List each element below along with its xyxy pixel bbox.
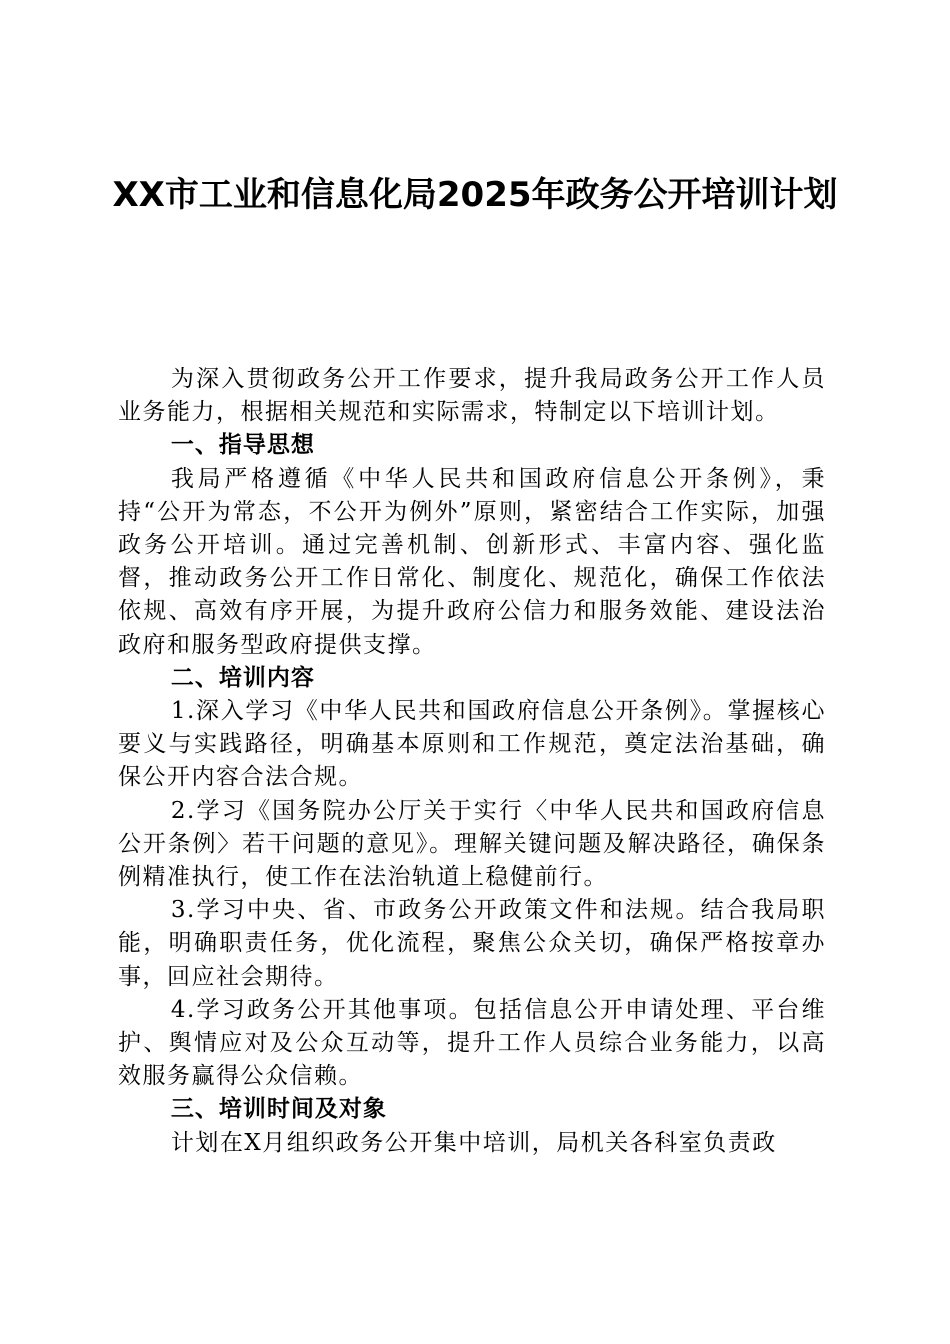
document-body [118, 363, 826, 1160]
section-paragraph: 计划在X月组织政务公开集中培训，局机关各科室负责政 [170, 1129, 777, 1156]
intro-paragraph: 为深入贯彻政务公开工作要求，提升我局政务公开工作人员业务能力，根据相关规范和实际需求，特制定以下培训计划。 [118, 366, 826, 426]
section-paragraph: 3.学习中央、省、市政务公开政策文件和法规。结合我局职能，明确职责任务，优化流程，聚焦公众关切，确保严格按章办事，回应社会期待。 [118, 897, 826, 990]
section-paragraph: 2.学习《国务院办公厅关于实行〈中华人民共和国政府信息公开条例〉若干问题的意见》。理解关键问题及解决路径，确保条例精准执行，使工作在法治轨道上稳健前行。 [118, 797, 826, 891]
section-paragraph: 我局严格遵循《中华人民共和国政府信息公开条例》，秉持“公开为常态，不公开为例外”原则，紧密结合工作实际，加强政务公开培训。通过完善机制、创新形式、丰富内容、强化监督，推动政务公开工作日常化、制度化、规范化，确保工作依法依规、高效有序开展，为提升政府公信力和服务效能、建设法治政府和服务型政府提供支撑。 [118, 465, 826, 658]
section-heading-guiding-ideology: 一、指导思想 [170, 432, 315, 459]
section-heading-training-content: 二、培训内容 [170, 664, 315, 691]
section-heading-training-time-and-audience: 三、培训时间及对象 [170, 1096, 387, 1123]
document-title: XX市工业和信息化局2025年政务公开培训计划 [112, 175, 838, 215]
section-paragraph: 1.深入学习《中华人民共和国政府信息公开条例》。掌握核心要义与实践路径，明确基本原则和工作规范，奠定法治基础，确保公开内容合法合规。 [118, 698, 826, 791]
section-paragraph: 4.学习政务公开其他事项。包括信息公开申请处理、平台维护、舆情应对及公众互动等，提升工作人员综合业务能力，以高效服务赢得公众信赖。 [118, 996, 826, 1090]
